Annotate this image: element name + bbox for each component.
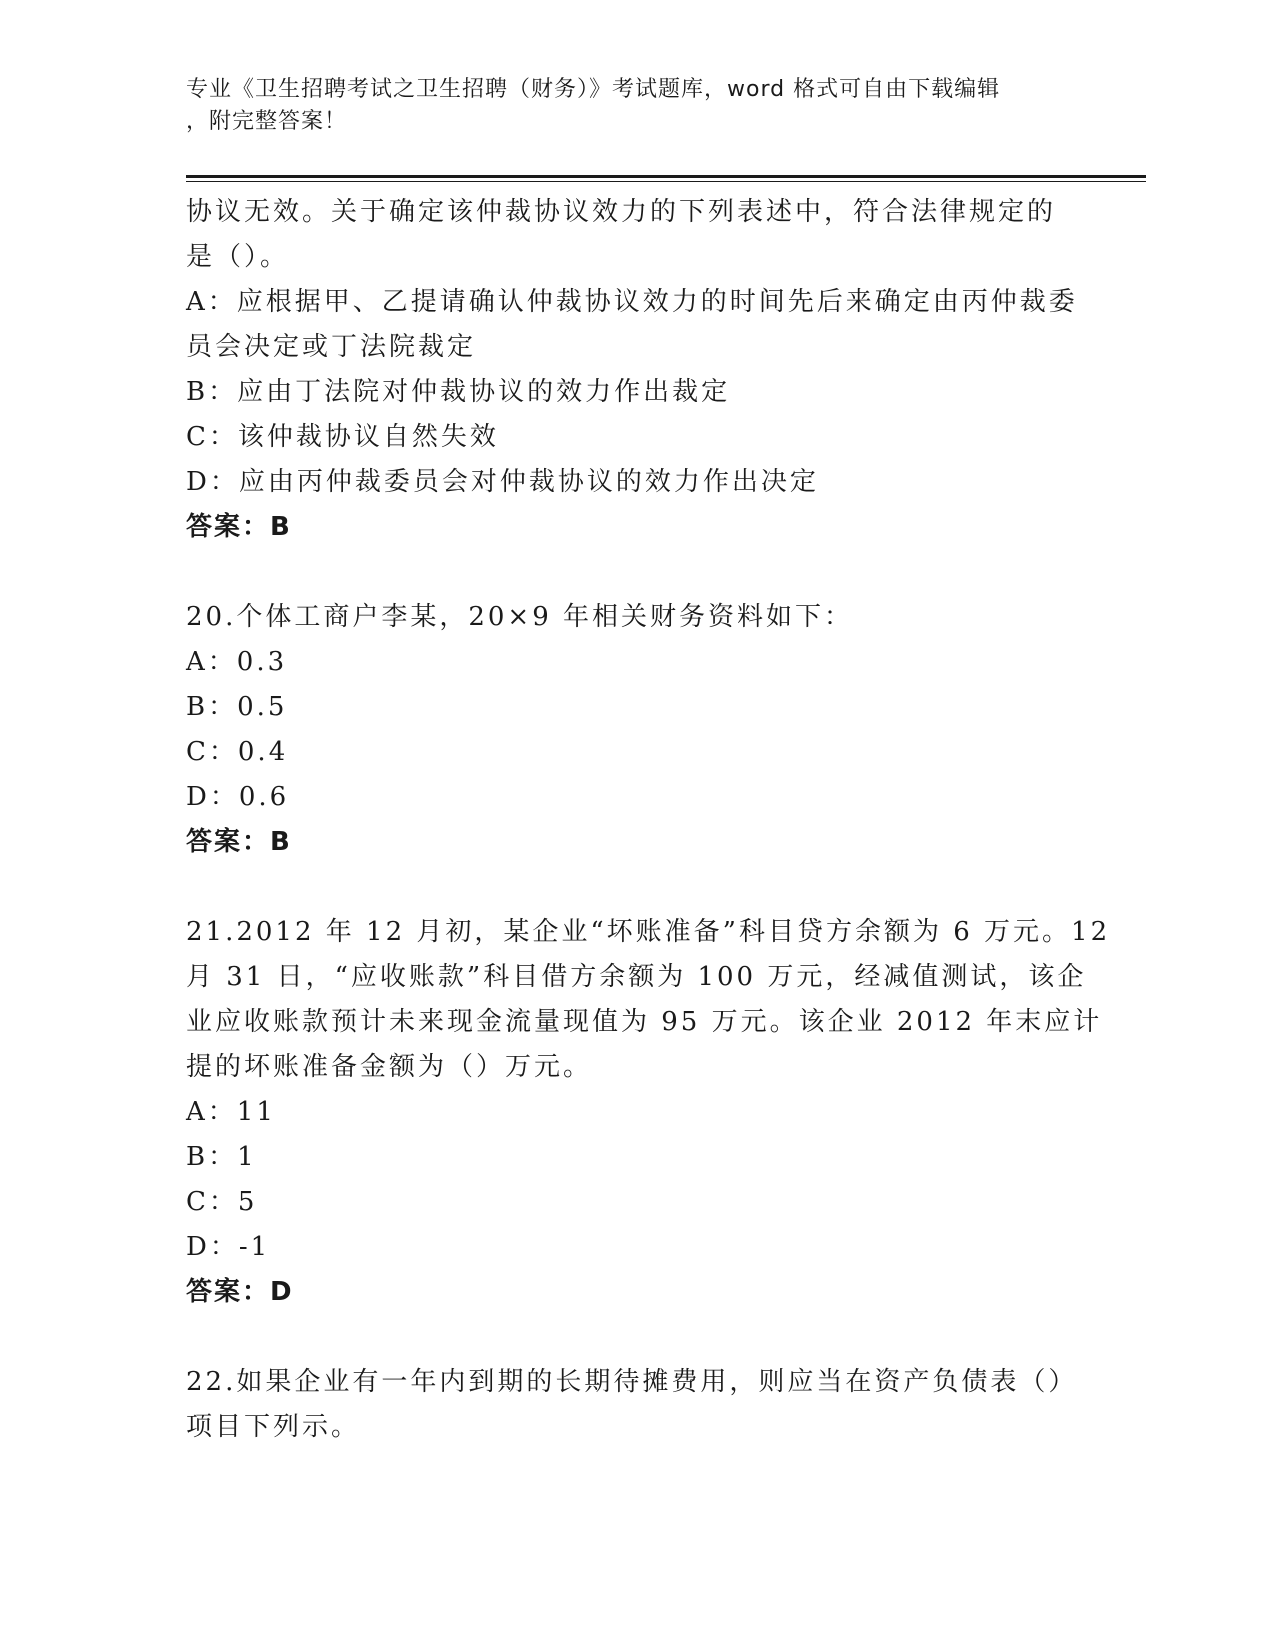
question-19 bbox=[186, 190, 1076, 550]
question-stem-line: 项目下列示。 bbox=[186, 1412, 361, 1442]
option-a: A：0.3 bbox=[186, 647, 288, 677]
answer-label: 答案：B bbox=[186, 512, 292, 542]
option-b: B：0.5 bbox=[186, 692, 288, 722]
question-stem: 20.个体工商户李某，20×9 年相关财务资料如下： bbox=[186, 602, 854, 632]
option-a: A：11 bbox=[186, 1097, 276, 1127]
question-21 bbox=[186, 910, 1111, 1315]
header-divider-thick bbox=[186, 175, 1146, 178]
option-b: B：应由丁法院对仲裁协议的效力作出裁定 bbox=[186, 377, 731, 407]
question-stem-line: 是（）。 bbox=[186, 242, 290, 272]
option-d: D：0.6 bbox=[186, 782, 290, 812]
option-c: C：5 bbox=[186, 1187, 258, 1217]
option-c: C：该仲裁协议自然失效 bbox=[186, 422, 499, 452]
question-20 bbox=[186, 595, 1076, 865]
option-b: B：1 bbox=[186, 1142, 257, 1172]
answer-label: 答案：D bbox=[186, 1277, 294, 1307]
header-divider-thin bbox=[186, 181, 1146, 182]
spacer bbox=[186, 1315, 1076, 1360]
spacer bbox=[186, 865, 1076, 910]
question-stem-line: 提的坏账准备金额为（）万元。 bbox=[186, 1052, 593, 1082]
option-d: D：-1 bbox=[186, 1232, 271, 1262]
question-stem-line: 22.如果企业有一年内到期的长期待摊费用，则应当在资产负债表（） bbox=[186, 1367, 1078, 1397]
question-stem-line: 协议无效。关于确定该仲裁协议效力的下列表述中，符合法律规定的 bbox=[186, 197, 1057, 227]
option-c: C：0.4 bbox=[186, 737, 289, 767]
question-stem-line: 21.2012 年 12 月初，某企业“坏账准备”科目贷方余额为 6 万元。12 bbox=[186, 917, 1111, 947]
question-list bbox=[186, 190, 1111, 1450]
option-d: D：应由丙仲裁委员会对仲裁协议的效力作出决定 bbox=[186, 467, 819, 497]
question-stem-line: 月 31 日，“应收账款”科目借方余额为 100 万元，经减值测试，该企 bbox=[186, 962, 1087, 992]
spacer bbox=[186, 550, 1076, 595]
document-header bbox=[186, 74, 1066, 138]
answer-label: 答案：B bbox=[186, 827, 292, 857]
question-stem-line: 业应收账款预计未来现金流量现值为 95 万元。该企业 2012 年末应计 bbox=[186, 1007, 1103, 1037]
option-a: A：应根据甲、乙提请确认仲裁协议效力的时间先后来确定由丙仲裁委 bbox=[186, 287, 1078, 317]
question-22 bbox=[186, 1360, 1076, 1450]
header-line-1: 专业《卫生招聘考试之卫生招聘（财务）》考试题库，word 格式可自由下载编辑 bbox=[186, 77, 1001, 102]
header-line-2: ，附完整答案！ bbox=[186, 109, 348, 134]
option-a-continued: 员会决定或丁法院裁定 bbox=[186, 332, 477, 362]
